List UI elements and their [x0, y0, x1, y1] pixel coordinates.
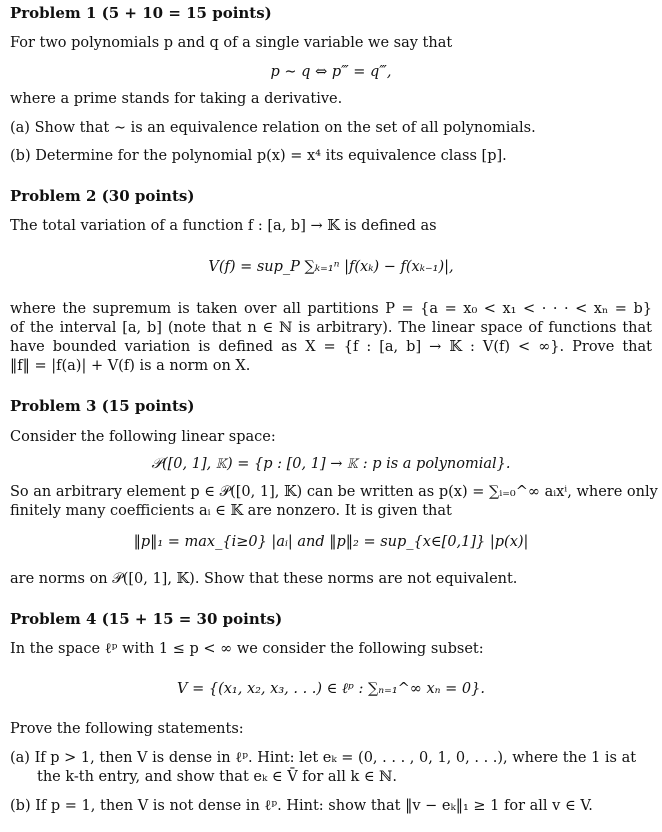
- problem-1-intro: For two polynomials p and q of a single variable we say that: [10, 35, 453, 51]
- problem-2-body-line-4: ‖f‖ = |f(a)| + V(f) is a norm on X.: [10, 358, 251, 374]
- problem-1-part-b: (b) Determine for the polynomial p(x) = x⁴ its equivalence class [p].: [10, 148, 507, 164]
- problem-2-intro: The total variation of a function f : [a, b] → 𝕂 is defined as: [10, 218, 437, 234]
- problem-3-norms-equation: ‖p‖₁ = max_{i≥0} |aᵢ| and ‖p‖₂ = sup_{x∈[0,1]} |p(x)|: [133, 534, 529, 550]
- problem-4-after-text: Prove the following statements:: [10, 721, 244, 737]
- problem-3-heading: Problem 3 (15 points): [10, 397, 195, 415]
- problem-2-body-line-1: where the supremum is taken over all partitions P = {a = x₀ < x₁ < · · · < xₙ = b}: [10, 301, 652, 317]
- problem-3-after-text: are norms on 𝒫([0, 1], 𝕂). Show that these norms are not equivalent.: [10, 571, 518, 587]
- problem-2-heading: Problem 2 (30 points): [10, 187, 195, 205]
- problem-4-intro: In the space ℓᵖ with 1 ≤ p < ∞ we consider the following subset:: [10, 641, 484, 657]
- problem-1-display-equation: p ∼ q ⇔ p‴ = q‴,: [270, 64, 392, 80]
- problem-3-space-definition: 𝒫([0, 1], 𝕂) = {p : [0, 1] → 𝕂 : p is a polynomial}.: [151, 456, 511, 472]
- problem-4-heading: Problem 4 (15 + 15 = 30 points): [10, 610, 283, 628]
- problem-4-part-a-continued: the k-th entry, and show that eₖ ∈ V̄ for all k ∈ ℕ.: [37, 769, 398, 785]
- problem-3-body-line-2: finitely many coefficients aᵢ ∈ 𝕂 are nonzero. It is given that: [10, 503, 452, 519]
- problem-3-intro: Consider the following linear space:: [10, 429, 276, 445]
- problem-3-body-line-1: So an arbitrary element p ∈ 𝒫([0, 1], 𝕂) can be written as p(x) = ∑ᵢ₌₀^∞ aᵢxⁱ, where only: [10, 484, 658, 500]
- problem-4-part-b: (b) If p = 1, then V is not dense in ℓᵖ. Hint: show that ‖v − eₖ‖₁ ≥ 1 for all v ∈ V.: [10, 798, 593, 814]
- problem-1-after-text: where a prime stands for taking a derivative.: [10, 91, 343, 107]
- problem-2-display-equation: V(f) = sup_P ∑ₖ₌₁ⁿ |f(xₖ) − f(xₖ₋₁)|,: [208, 259, 454, 275]
- problem-4-subset-definition: V = {(x₁, x₂, x₃, . . .) ∈ ℓᵖ : ∑ₙ₌₁^∞ xₙ = 0}.: [177, 681, 485, 697]
- problem-1-part-a: (a) Show that ∼ is an equivalence relation on the set of all polynomials.: [10, 120, 536, 136]
- problem-4-part-a: (a) If p > 1, then V is dense in ℓᵖ. Hint: let eₖ = (0, . . . , 0, 1, 0, . . .), where the 1 is at: [10, 750, 637, 766]
- problem-2-body-line-2: of the interval [a, b] (note that n ∈ ℕ is arbitrary). The linear space of functions that: [10, 320, 652, 336]
- problem-1-heading: Problem 1 (5 + 10 = 15 points): [10, 4, 272, 22]
- problem-2-body-line-3: have bounded variation is defined as X = {f : [a, b] → 𝕂 : V(f) < ∞}. Prove that: [10, 339, 652, 355]
